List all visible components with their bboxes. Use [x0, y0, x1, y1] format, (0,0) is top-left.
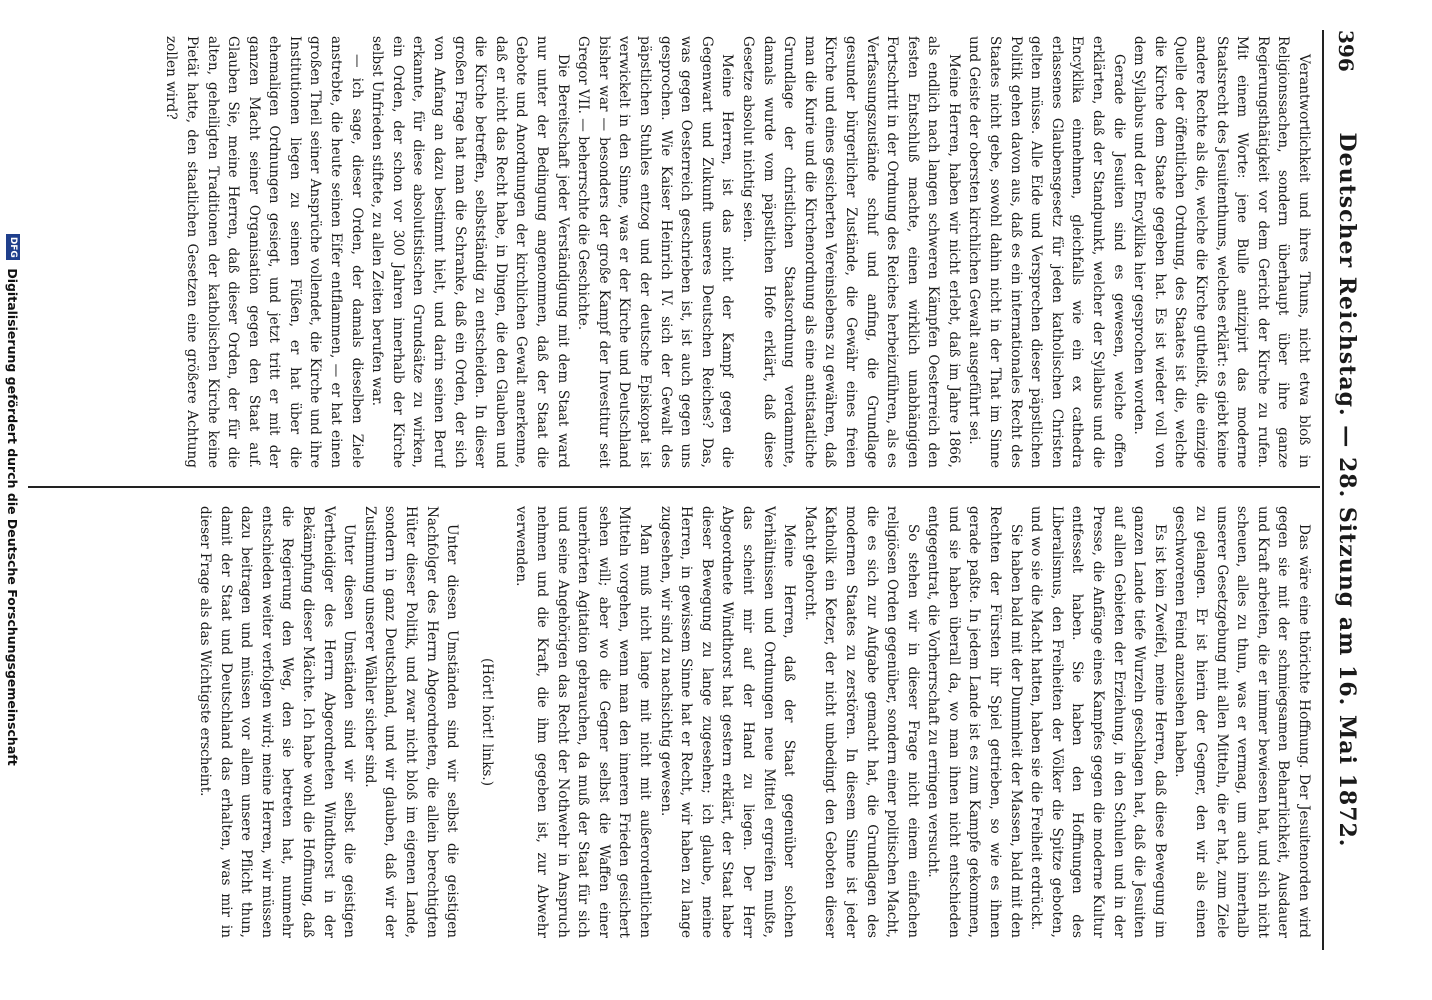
- column-divider: [28, 486, 1320, 488]
- right-column: [34, 506, 1314, 938]
- paragraph: Unter diesen Umständen sind wir selbst die geistigen Vertheidiger des Herrn Abgeordneten Windthorst in der Bekämpfung dieser Mächte. Ich habe wohl die Hoffnung, daß die Regierung den Weg, den sie betreten hat, nunmehr entschieden weiter verfolgen wird; meine Herren, wir müssen dazu beitragen und müssen vor allem unsere Pflicht thun, damit der Staat und Deutschland das erhalten, was mir in dieser Frage als das Wichtigste erscheint.: [197, 506, 358, 938]
- funding-footer: [2, 0, 24, 1000]
- left-column: [34, 36, 1314, 468]
- interjection: (Hört! hört! links.): [478, 657, 495, 787]
- funding-note: Digitalisierung gefördert durch die Deutsche Forschungsgemeinschaft: [5, 268, 21, 766]
- paragraph: Verantwortlichkeit und ihres Thuns, nicht etwa bloß in Religionssachen, sondern überhaupt über ihre ganze Regierungsthätigkeit vor dem Gericht der Kirche zu rufen. Mit einem Worte: jene Bulle antizipirt das moderne Staatsrecht des Jesuitenthums, welches erklärt: es giebt keine andere Rechte als die, welche die Kirche gutheißt, die einzige Quelle der öffentlichen Ordnung, des Staates ist die, welche die Kirche dem Staate gegeben hat. Es ist wieder voll von dem Syllabus und der Encyklika hier gesprochen worden.: [1131, 36, 1312, 468]
- paragraph: Meine Herren, ist das nicht der Kampf gegen die Gegenwart und Zukunft unseres Deutschen Reiches? Das, was gegen Oesterreich geschrieben ist, ist auch gegen uns gesprochen. Wie Kaiser Heinrich IV. sich der Gewalt des päpstlichen Stuhles entzog und der deutsche Episkopat ist verwickelt in den Sinne, was er der Kirche und Deutschland bisher war — besonders der große Kampf der Investitur seit Gregor VII. — beherrschte die Geschichte.: [575, 36, 736, 468]
- paragraph: Sie haben bald mit der Dummheit der Massen, bald mit den Rechten der Fürsten ihr Spiel getrieben, so wie es ihnen gerade paßte. In jedem Lande ist es zum Kampfe gekommen, und sie haben überall da, wo man ihnen nicht entschieden entgegentrat, die Vorherrschaft zu erringen versucht.: [925, 506, 1024, 938]
- paragraph: Meine Herren, haben wir nicht erlebt, daß im Jahre 1866, als endlich nach langen schweren Kämpfen Oesterreich den festen Entschluß machte, einen wirklich unabhängigen Fortschritt in der Ordnung des Reiches herbeizuführen, als es Verfassungszustände schuf und anfing, die Grundlage gesunder bürgerlicher Zustände, die Gewähr eines freien Kirche und eines gesicherten Vereinslebens zu gewähren, daß man die Kurie und die Kirchenordnung als eine antistaatliche Grundlage der christlichen Staatsordnung verdammte, damals wurde vom päpstlichen Hofe erklärt, daß diese Gesetze absolut nichtig seien.: [739, 36, 962, 468]
- paragraph: Meine Herren, daß der Staat gegenüber solchen Verhältnissen und Ordnungen neue Mittel ergreifen mußte, das scheint mir auf der Hand zu liegen. Der Herr Abgeordnete Windthorst hat gestern erklärt, der Staat habe dieser Bewegung zu lange zugesehen; ich glaube, meine Herren, in gewissem Sinne hat er Recht, wir haben zu lange zugesehen, wir sind zu nachsichtig gewesen.: [657, 506, 798, 938]
- dfg-logo: DFG: [6, 234, 20, 260]
- paragraph: Das wäre eine thörichte Hoffnung. Der Jesuitenorden wird gegen sie mit der schmiegsamen Beharrlichkeit, Ausdauer und Kraft arbeiten, die er immer bewiesen hat, und sich nicht scheuen, alles zu thun, was er vermag, um auch innerhalb unserer Gesetzgebung mit allen Mitteln, die er hat, zum Ziele zu gelangen. Er ist hierin der Gegner, den wir als einen geschworenen Feind anzusehen haben.: [1172, 506, 1312, 938]
- page-number: 396: [1334, 30, 1358, 72]
- paragraph: Es ist kein Zweifel, meine Herren, daß diese Bewegung im ganzen Lande tiefe Wurzeln geschlagen hat, daß die Jesuiten auf allen Gebieten der Erziehung, in den Schulen und in der Presse, die Anfänge eines Kampfes gegen die moderne Kultur entfesselt haben. Sie haben den Hoffnungen des Liberalismus, den Freiheiten der Völker die Spitze geboten, und wo sie die Macht hatten, haben sie die Freiheit erdrückt.: [1028, 506, 1168, 938]
- running-title: Deutscher Reichstag. — 28. Sitzung am 16. Mai 1872.: [1334, 132, 1360, 848]
- paragraph: So stehen wir in dieser Frage nicht einem einfachen religiösen Orden gegenüber, sondern einer politischen Macht, die es sich zur Aufgabe gemacht hat, die Grundlagen des modernen Staates zu zerstören. In diesem Sinne ist jeder Katholik ein Ketzer, der nicht unbedingt den Geboten dieser Macht gehorcht.: [801, 506, 921, 938]
- paragraph: Man muß nicht lange mit nicht mit außerordentlichen Mitteln vorgehen, wenn man den inneren Frieden gesichert sehen will; aber wo die Gegner selbst die Waffen einer unerhörten Agitation gebrauchen, da muß der Staat für sich und seine Angehörigen das Recht der Nothwehr in Anspruch nehmen und die Kraft, die ihm gegeben ist, zur Abwehr verwenden.: [513, 506, 653, 938]
- header-rule: [1322, 30, 1324, 950]
- page-header: [1330, 30, 1360, 950]
- paragraph: Gerade die Jesuiten sind es gewesen, welche offen erklärten, daß der Standpunkt, welcher der Syllabus und die Encyklika einnehmen, gleichfalls wie ein ex cathedra erlassenes Glaubensgesetz für jeden katholischen Christen gelten müsse. Alle Eide und Versprechen dieser päpstlichen Politik gehen davon aus, daß es ein internationales Recht des Staates nicht gebe, sowohl dahin nicht in der That im Sinne und Geiste der obersten kirchlichen Gewalt ausgeführt sei.: [966, 36, 1127, 468]
- paragraph: — ich sage, dieser Orden, der damals dieselben Ziele anstrebte, die heute seinen Eifer entflammen, — er hat einen großen Theil seiner Ansprüche vollendet, die Kirche und ihre Institutionen liegen zu seinen Füßen, er hat über die ehemaligen Ordnungen gesiegt, und jetzt tritt er mit der ganzen Macht seiner Organisation gegen den Staat auf. Glauben Sie, meine Herren, daß dieser Orden, der für die alten, geheiligten Traditionen der katholischen Kirche keine Pietät hatte, den staatlichen Gesetzen eine größere Achtung zollen wird?: [163, 36, 365, 468]
- paragraph: Unter diesen Umständen sind wir selbst die geistigen Nachfolger des Herrn Abgeordneten, die allein berechtigten Hüter dieser Politik, und zwar nicht bloß im eigenen Lande, sondern in ganz Deutschland, und wir glauben, daß wir der Zustimmung unserer Wähler sicher sind.: [361, 506, 461, 938]
- paragraph: Die Bereitschaft jeder Verständigung mit dem Staat ward nur unter der Bedingung angenommen, daß der Staat die Gebote und Anordnungen der kirchlichen Gewalt anerkenne, daß er nicht das Recht habe, in Dingen, die den Glauben und die Kirche betreffen, selbstständig zu entscheiden. In dieser großen Frage hat man die Schranke, daß ein Orden, der sich von Anfang an dazu bestimmt hielt, und darin seinen Beruf erkannte, für diese absolutistischen Grundsätze zu wirken, ein Orden, der schon vor 300 Jahren innerhalb der Kirche selbst Unfrieden stiftete, zu allen Zeiten berufen war.: [369, 36, 571, 468]
